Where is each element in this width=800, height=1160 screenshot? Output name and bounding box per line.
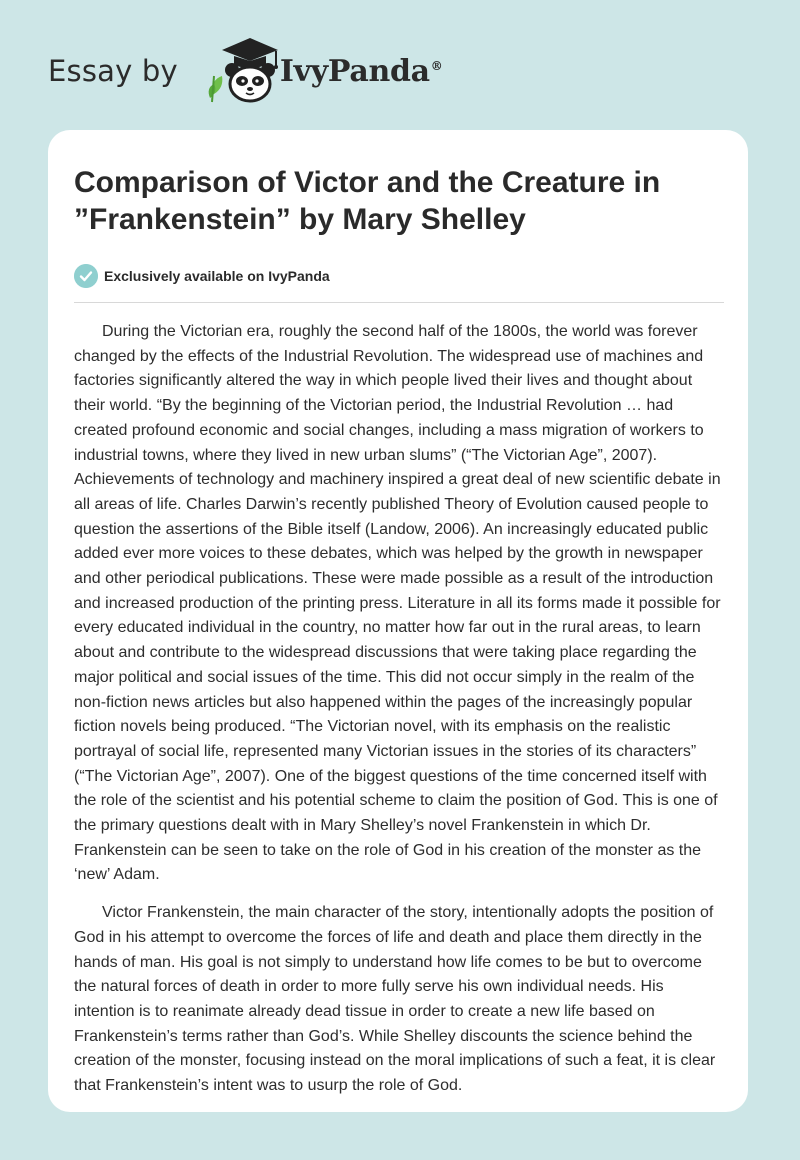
site-header xyxy=(48,36,443,106)
exclusive-label: Exclusively available on IvyPanda xyxy=(104,268,330,284)
divider xyxy=(74,302,724,303)
essay-card xyxy=(48,130,748,1112)
essay-body xyxy=(74,320,724,1112)
cap-board xyxy=(222,38,278,61)
ivypanda-logo-icon[interactable] xyxy=(192,36,288,106)
brand-name[interactable]: IvyPanda® xyxy=(279,53,443,89)
essay-by-label: Essay by xyxy=(48,54,178,88)
essay-paragraph: Victor Frankenstein, the main character of the story, intentionally adopts the position of God in his attempt to overcome the forces of life and death and place them directly in the hands of man. His goal is not simply to understand how life comes to be but to overcome the natural forces of death in order to more fully serve his own individual needs. His intention is to reanimate already dead tissue in order to create a new life based on Frankenstein’s terms rather than God’s. While Shelley discounts the science behind the creation of the monster, focusing instead on the moral implications of such a feat, it is clear that Frankenstein’s intent was to usurp the role of God. xyxy=(74,904,716,1095)
essay-title: Comparison of Victor and the Creature in ”Frankenstein” by Mary Shelley xyxy=(74,166,661,236)
registered-mark: ® xyxy=(430,58,443,73)
check-circle-icon xyxy=(74,264,98,288)
essay-paragraph: During the Victorian era, roughly the second half of the 1800s, the world was forever changed by the effects of the Industrial Revolution. The widespread use of machines and factories significantly altered the way in which people lived their lives and thought about their world. “By the beginning of the Victorian period, the Industrial Revolution … had created profound economic and social changes, including a mass migration of workers to industrial towns, where they lived in new urban slums” (“The Victorian Age”, 2007). Achievements of technology and machinery inspired a great deal of new scientific debate in all areas of life. Charles Darwin’s recently published Theory of Evolution caused people to question the assertions of the Bible itself (Landow, 2006). An increasingly educated public added ever more voices to these debates, which was helped by the growth in newspaper and other periodical publications. These were made possible as a result of the introduction and increased production of the printing press. Literature in all its forms made it possible for every educated individual in the country, no matter how far out in the rural areas, to learn about and contribute to the widespread discussions that were taking place regarding the major political and social issues of the time. This did not occur simply in the realm of the non-fiction news articles but also happened within the pages of the increasingly popular fiction novels being produced. “The Victorian novel, with its emphasis on the realistic portrayal of social life, represented many Victorian issues in the stories of its characters” (“The Victorian Age”, 2007). One of the biggest questions of the time concerned itself with the role of the scientist and his potential scheme to claim the position of God. This is one of the primary questions dealt with in Mary Shelley’s novel Frankenstein in which Dr. Frankenstein can be seen to take on the role of God in his creation of the monster as the ‘new’ Adam. xyxy=(74,323,721,884)
panda-face xyxy=(230,67,270,101)
exclusive-badge xyxy=(74,264,330,288)
panda-nose xyxy=(247,87,253,91)
